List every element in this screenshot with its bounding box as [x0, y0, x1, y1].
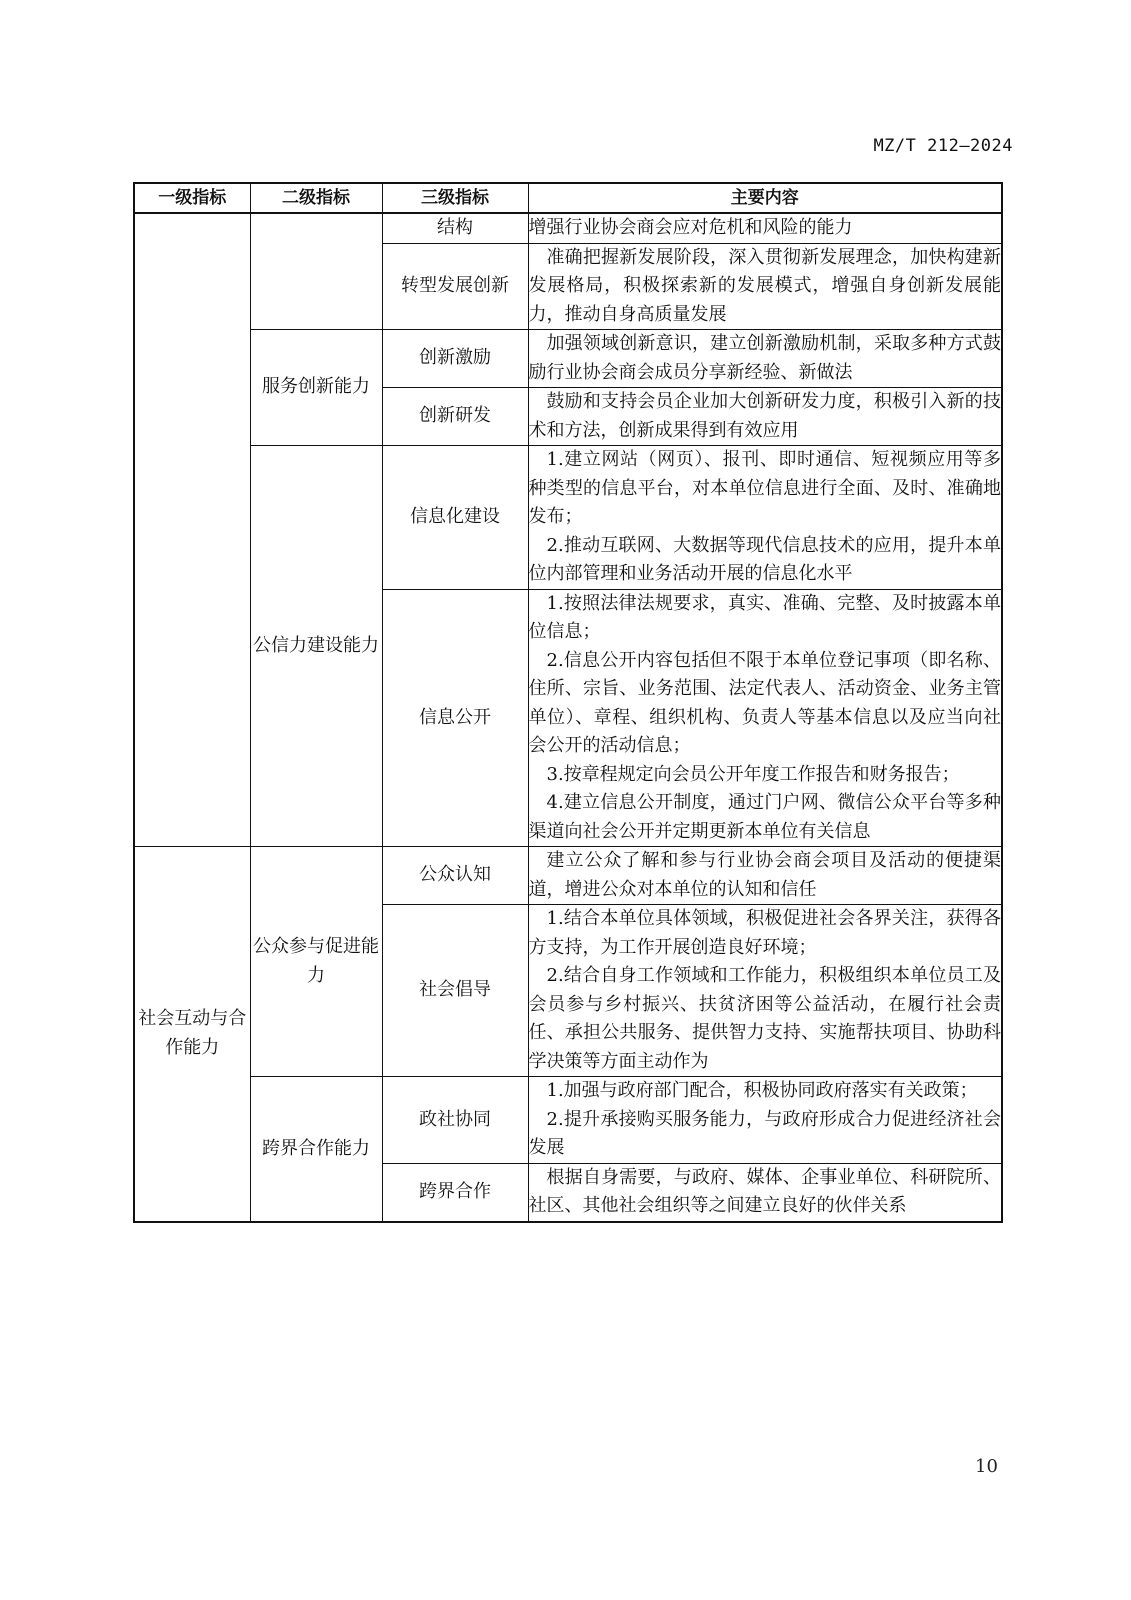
- content-para: 准确把握新发展阶段，深入贯彻新发展理念，加快构建新发展格局，积极探索新的发展模式，增强自身创新发展能力，推动自身高质量发展: [528, 246, 1001, 325]
- standard-code: MZ/T 212—2024: [873, 136, 1013, 156]
- table-header-row: [134, 183, 1002, 213]
- level3-cell: 信息化建设: [382, 446, 528, 590]
- content-para: 2.提升承接购买服务能力，与政府形成合力促进经济社会发展: [528, 1108, 1001, 1158]
- level3-cell: 创新激励: [382, 330, 528, 388]
- level2-cell: 跨界合作能力: [250, 1077, 382, 1222]
- content-para: 1.加强与政府部门配合，积极协同政府落实有关政策；: [546, 1080, 978, 1101]
- content-para: 加强领域创新意识，建立创新激励机制，采取多种方式鼓励行业协会商会成员分享新经验、新做法: [528, 333, 1001, 383]
- level3-cell: 转型发展创新: [382, 243, 528, 330]
- content-para: 3.按章程规定向会员公开年度工作报告和财务报告；: [546, 763, 960, 785]
- indicator-table: [133, 182, 1003, 1223]
- content-para: 根据自身需要，与政府、媒体、企事业单位、科研院所、社区、其他社会组织等之间建立良好的伙伴关系: [528, 1166, 1001, 1216]
- content-para: 2.信息公开内容包括但不限于本单位登记事项（即名称、住所、宗旨、业务范围、法定代表人、活动资金、业务主管单位）、章程、组织机构、负责人等基本信息以及应当向社会公开的活动信息；: [528, 649, 1001, 756]
- content-para: 2.结合自身工作领域和工作能力，积极组织本单位员工及会员参与乡村振兴、扶贫济困等公益活动，在履行社会责任、承担公共服务、提供智力支持、实施帮扶项目、协助科学决策等方面主动作为: [528, 965, 1001, 1072]
- content-para: 鼓励和支持会员企业加大创新研发力度，积极引入新的技术和方法，创新成果得到有效应用: [528, 391, 1001, 441]
- level3-cell: 政社协同: [382, 1077, 528, 1164]
- level3-cell: 创新研发: [382, 388, 528, 446]
- level2-cell: 服务创新能力: [250, 330, 382, 446]
- content-para: 1.建立网站（网页）、报刊、即时通信、短视频应用等多种类型的信息平台，对本单位信息进行全面、及时、准确地发布；: [528, 449, 1001, 527]
- content-cell: [528, 388, 1002, 446]
- content-cell: [528, 589, 1002, 847]
- content-para: 4.建立信息公开制度，通过门户网、微信公众平台等多种渠道向社会公开并定期更新本单位有关信息: [528, 792, 1001, 842]
- level3-cell: 公众认知: [382, 847, 528, 905]
- content-cell: [528, 243, 1002, 330]
- table-row: [134, 1077, 1002, 1164]
- page-number: 10: [975, 1456, 998, 1477]
- content-para: 增强行业协会商会应对危机和风险的能力: [528, 217, 853, 238]
- header-level2: 二级指标: [250, 183, 382, 213]
- content-para: 建立公众了解和参与行业协会商会项目及活动的便捷渠道，增进公众对本单位的认知和信任: [528, 850, 1001, 900]
- table-row: [134, 446, 1002, 590]
- table-row: [134, 330, 1002, 388]
- header-level1: 一级指标: [134, 183, 250, 213]
- level2-cell: 公信力建设能力: [250, 446, 382, 847]
- content-cell: [528, 1163, 1002, 1222]
- level1-cell-empty: [134, 213, 250, 847]
- content-para: 1.按照法律法规要求，真实、准确、完整、及时披露本单位信息；: [528, 592, 1001, 642]
- table-row: [134, 847, 1002, 905]
- level1-cell: 社会互动与合作能力: [134, 847, 250, 1222]
- level3-cell: 跨界合作: [382, 1163, 528, 1222]
- content-para: 1.结合本单位具体领域，积极促进社会各界关注，获得各方支持，为工作开展创造良好环境；: [528, 908, 1001, 958]
- content-cell: [528, 1077, 1002, 1164]
- level2-cell-empty: [250, 213, 382, 330]
- header-level3: 三级指标: [382, 183, 528, 213]
- level3-cell: 社会倡导: [382, 905, 528, 1077]
- header-content: 主要内容: [528, 183, 1002, 213]
- level2-cell: 公众参与促进能力: [250, 847, 382, 1077]
- content-cell: [528, 446, 1002, 590]
- table-row: [134, 213, 1002, 243]
- content-para: 2.推动互联网、大数据等现代信息技术的应用，提升本单位内部管理和业务活动开展的信息化水平: [528, 534, 1001, 584]
- content-cell: [528, 330, 1002, 388]
- content-cell: [528, 905, 1002, 1077]
- level3-cell: 结构: [382, 213, 528, 243]
- content-cell: [528, 847, 1002, 905]
- level3-cell: 信息公开: [382, 589, 528, 847]
- content-cell: [528, 213, 1002, 243]
